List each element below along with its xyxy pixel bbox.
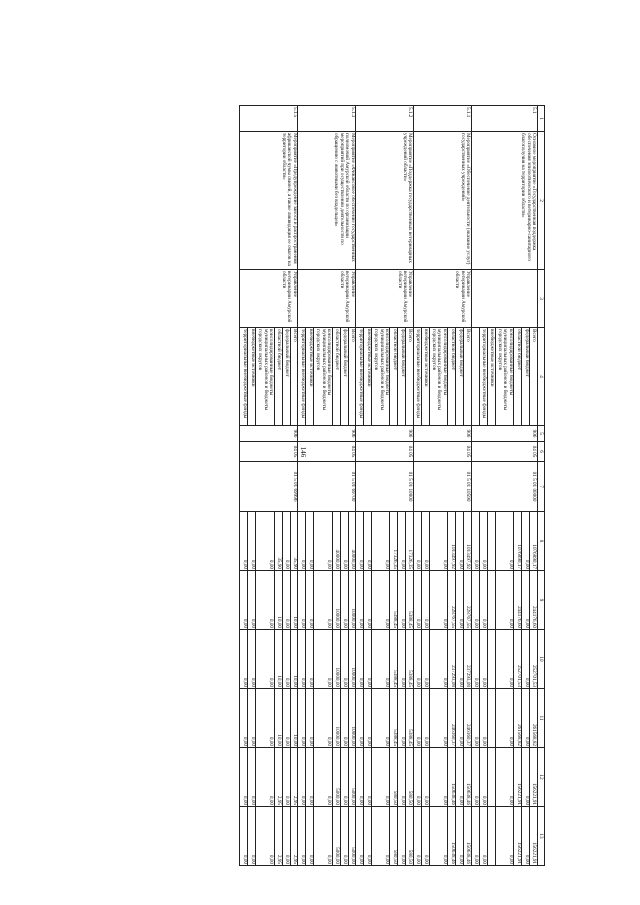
funding-source: консолидированные бюджеты муниципальных районов и бюджеты городских округов [256, 328, 274, 426]
amount-cell: 2,95 [274, 748, 282, 807]
amount-cell: 0,00 [421, 571, 429, 630]
funding-source: Всего [406, 328, 413, 426]
amount-cell: 246160,37 [448, 689, 456, 748]
amount-cell [487, 748, 495, 807]
amount-cell: 156221,91 [514, 807, 522, 866]
amount-cell: 0,00 [522, 748, 530, 807]
amount-cell: 0,00 [413, 630, 421, 689]
amount-cell: 0,00 [471, 748, 479, 807]
header-cell: 2 [537, 132, 544, 270]
amount-cell: 252701,53 [530, 630, 537, 689]
amount-cell: 580,50 [390, 807, 398, 866]
funding-source: областной бюджет [514, 328, 522, 426]
amount-cell: 0,00 [479, 571, 487, 630]
amount-cell: 0,00 [495, 748, 513, 807]
amount-cell: 0,00 [248, 807, 256, 866]
amount-cell: 0,00 [340, 807, 348, 866]
amount-cell: 0,00 [282, 630, 290, 689]
amount-cell: 228767,55 [464, 571, 471, 630]
amount-cell: 5000,00 [348, 748, 355, 807]
amount-cell: 1076890,17 [530, 512, 537, 571]
amount-cell: 0,00 [495, 807, 513, 866]
amount-cell: 0,00 [364, 571, 372, 630]
grbs-code: 906 [240, 426, 298, 442]
amount-cell: 0,00 [314, 748, 332, 807]
funding-source: федеральный бюджет [522, 328, 530, 426]
amount-cell: 0,00 [522, 689, 530, 748]
amount-cell: 0,00 [364, 807, 372, 866]
amount-cell: 150638,46 [448, 807, 456, 866]
measure-name: Мероприятие «Предупреждение заноса и распространения африканской чумы свиней, а также ликвидация ее очагов на территории области» [240, 132, 298, 270]
amount-cell: 0,00 [298, 689, 306, 748]
amount-cell: 0,00 [456, 630, 464, 689]
amount-cell [487, 807, 495, 866]
amount-cell: 0,00 [372, 689, 390, 748]
amount-cell: 10000,00 [348, 630, 355, 689]
amount-cell: 0,00 [248, 630, 256, 689]
amount-cell: 0,00 [372, 512, 390, 571]
amount-cell: 35,90 [290, 512, 297, 571]
amount-cell: 10,00 [290, 571, 297, 630]
amount-cell: 0,00 [356, 571, 364, 630]
amount-cell: 0,00 [282, 512, 290, 571]
amount-cell [487, 689, 495, 748]
amount-cell: 0,00 [298, 571, 306, 630]
amount-cell: 0,00 [356, 630, 364, 689]
funding-source: внебюджетные источники [364, 328, 372, 426]
amount-cell: 40000,00 [348, 512, 355, 571]
funding-source: внебюджетные источники [306, 328, 314, 426]
measure-name: Мероприятие «Поддержка государственных ветеринарных учреждений области» [356, 132, 414, 270]
amount-cell: 0,00 [421, 807, 429, 866]
amount-cell: 0,00 [356, 512, 364, 571]
amount-cell: 0,00 [364, 689, 372, 748]
amount-cell: 0,00 [495, 571, 513, 630]
amount-cell: 580,50 [406, 748, 413, 807]
amount-cell: 0,00 [248, 512, 256, 571]
amount-cell: 0,00 [340, 630, 348, 689]
amount-cell: 0,00 [306, 689, 314, 748]
amount-cell: 0,00 [522, 807, 530, 866]
amount-cell: 0,00 [398, 630, 406, 689]
amount-cell: 0,00 [248, 689, 256, 748]
amount-cell: 0,00 [413, 807, 421, 866]
amount-cell: 0,00 [421, 512, 429, 571]
amount-cell: 10,00 [274, 689, 282, 748]
amount-cell: 1013497,92 [464, 512, 471, 571]
amount-cell: 0,00 [456, 748, 464, 807]
executor-name [471, 270, 537, 328]
amount-cell: 5000,00 [348, 807, 355, 866]
measure-name: Основное мероприятие «Государственная поддержка обеспечения эпизоотического и ветеринарно-санитарного благополучия на территории области» [471, 132, 537, 270]
amount-cell: 0,00 [314, 571, 332, 630]
amount-cell: 10,00 [290, 630, 297, 689]
amount-cell: 261568,82 [514, 689, 522, 748]
amount-cell: 0,00 [248, 748, 256, 807]
amount-cell: 0,00 [429, 571, 447, 630]
section-code: 04 05 [471, 442, 537, 462]
row-number: 5.1.5 [240, 106, 298, 132]
header-cell: 1 [537, 106, 544, 132]
amount-cell: 244176,60 [530, 571, 537, 630]
amount-cell: 10000,00 [332, 571, 340, 630]
amount-cell: 0,00 [413, 512, 421, 571]
amount-cell: 0,00 [471, 689, 479, 748]
amount-cell: 5388,45 [406, 689, 413, 748]
funding-source [471, 328, 479, 426]
amount-cell: 0,00 [471, 630, 479, 689]
amount-cell: 0,00 [372, 571, 390, 630]
funding-source: областной бюджет [332, 328, 340, 426]
amount-cell: 0,00 [240, 689, 248, 748]
amount-cell: 1013497,92 [448, 512, 456, 571]
amount-cell: 580,50 [406, 807, 413, 866]
amount-cell: 17326,35 [390, 512, 398, 571]
table-row [406, 106, 413, 866]
amount-cell: 10000,00 [332, 630, 340, 689]
amount-cell: 150638,46 [448, 748, 456, 807]
amount-cell: 0,00 [522, 571, 530, 630]
amount-cell: 228767,55 [448, 571, 456, 630]
amount-cell: 0,00 [429, 807, 447, 866]
amount-cell [487, 512, 495, 571]
amount-cell: 0,00 [364, 512, 372, 571]
amount-cell: 0,00 [429, 748, 447, 807]
amount-cell: 0,00 [479, 630, 487, 689]
amount-cell: 0,00 [298, 512, 306, 571]
amount-cell: 10,00 [274, 630, 282, 689]
header-cell: 4 [537, 328, 544, 426]
table-row [348, 106, 355, 866]
amount-cell: 244176,60 [514, 571, 522, 630]
budget-table [239, 105, 545, 866]
funding-source: Всего [464, 328, 471, 426]
funding-source: консолидированные бюджеты муниципальных районов и бюджеты городских округов [495, 328, 513, 426]
amount-cell: 2,95 [290, 807, 297, 866]
amount-cell: 0,00 [298, 630, 306, 689]
amount-cell: 0,00 [456, 689, 464, 748]
amount-cell: 0,00 [456, 807, 464, 866]
target-article-code: 01 5 01 69996 [240, 462, 298, 512]
section-code: 04 05 [413, 442, 471, 462]
amount-cell: 0,00 [356, 807, 364, 866]
table-row [464, 106, 471, 866]
amount-cell: 0,00 [372, 748, 390, 807]
amount-cell: 0,00 [398, 512, 406, 571]
amount-cell: 0,00 [248, 571, 256, 630]
amount-cell: 0,00 [421, 689, 429, 748]
funding-source: областной бюджет [448, 328, 456, 426]
amount-cell [487, 630, 495, 689]
funding-source: территориальные внебюджетные фонды [413, 328, 421, 426]
amount-cell: 0,00 [298, 748, 306, 807]
amount-cell: 0,00 [314, 512, 332, 571]
amount-cell: 150638,46 [464, 748, 471, 807]
amount-cell: 0,00 [372, 630, 390, 689]
rotated-sheet [135, 105, 545, 865]
funding-source: Всего [530, 328, 537, 426]
amount-cell: 261568,82 [530, 689, 537, 748]
amount-cell [487, 571, 495, 630]
amount-cell: 0,00 [306, 512, 314, 571]
amount-cell: 0,00 [456, 512, 464, 571]
amount-cell: 0,00 [429, 689, 447, 748]
amount-cell: 0,00 [522, 512, 530, 571]
executor-name: Управление ветеринарии Амурской области [413, 270, 471, 328]
amount-cell: 0,00 [306, 807, 314, 866]
amount-cell: 0,00 [479, 689, 487, 748]
funding-source: территориальные внебюджетные фонды [298, 328, 306, 426]
header-cell: 3 [537, 270, 544, 328]
amount-cell: 0,00 [282, 807, 290, 866]
executor-name: Управление ветеринарии Амурской области [240, 270, 298, 328]
amount-cell: 0,00 [256, 571, 274, 630]
amount-cell: 0,00 [306, 571, 314, 630]
section-code: 04 05 [356, 442, 414, 462]
amount-cell: 0,00 [282, 748, 290, 807]
amount-cell: 17326,35 [406, 512, 413, 571]
amount-cell: 5388,45 [390, 630, 398, 689]
amount-cell: 0,00 [421, 630, 429, 689]
amount-cell: 0,00 [495, 630, 513, 689]
target-article-code: 01 5 01 10590 [413, 462, 471, 512]
amount-cell: 0,00 [479, 512, 487, 571]
amount-cell: 2,95 [274, 807, 282, 866]
amount-cell: 0,00 [522, 630, 530, 689]
amount-cell: 0,00 [364, 630, 372, 689]
grbs-code: 906 [471, 426, 537, 442]
amount-cell: 0,00 [282, 571, 290, 630]
amount-cell: 0,00 [372, 807, 390, 866]
amount-cell: 0,00 [240, 748, 248, 807]
amount-cell: 10000,00 [348, 689, 355, 748]
amount-cell: 0,00 [240, 807, 248, 866]
header-cell: 5 [537, 426, 544, 442]
amount-cell: 0,00 [456, 571, 464, 630]
target-article-code: 01 5 01 10800 [356, 462, 414, 512]
row-number: 5.1.2 [356, 106, 414, 132]
funding-source: территориальные внебюджетные фонды [240, 328, 248, 426]
header-cell: 9 [537, 571, 544, 630]
row-number: 5.1 [471, 106, 537, 132]
funding-source: консолидированные бюджеты муниципальных районов и бюджеты городских округов [314, 328, 332, 426]
amount-cell: 0,00 [340, 512, 348, 571]
funding-source: внебюджетные источники [487, 328, 495, 426]
funding-source: территориальные внебюджетные фонды [356, 328, 364, 426]
amount-cell: 5388,45 [390, 571, 398, 630]
header-row [537, 106, 544, 866]
amount-cell: 2,95 [290, 748, 297, 807]
section-code: 04 05 [240, 442, 298, 462]
amount-cell: 40000,00 [332, 512, 340, 571]
funding-source: внебюджетные источники [248, 328, 256, 426]
amount-cell: 0,00 [256, 807, 274, 866]
amount-cell: 0,00 [340, 689, 348, 748]
row-number: 5.1.1 [413, 106, 471, 132]
amount-cell: 246160,37 [464, 689, 471, 748]
table-row [530, 106, 537, 866]
amount-cell: 0,00 [356, 689, 364, 748]
page-number: 146 [299, 446, 307, 458]
amount-cell: 0,00 [471, 807, 479, 866]
funding-source: территориальные внебюджетные фонды [479, 328, 487, 426]
amount-cell: 10,00 [290, 689, 297, 748]
amount-cell: 0,00 [471, 512, 479, 571]
funding-source: областной бюджет [274, 328, 282, 426]
amount-cell: 1076890,17 [514, 512, 522, 571]
amount-cell: 0,00 [413, 689, 421, 748]
amount-cell: 0,00 [256, 748, 274, 807]
amount-cell: 252701,53 [514, 630, 522, 689]
amount-cell: 0,00 [306, 748, 314, 807]
amount-cell: 0,00 [340, 748, 348, 807]
amount-cell: 0,00 [471, 571, 479, 630]
amount-cell: 237293,08 [464, 630, 471, 689]
amount-cell: 0,00 [356, 748, 364, 807]
amount-cell: 5000,00 [332, 807, 340, 866]
amount-cell: 0,00 [314, 689, 332, 748]
header-cell: 12 [537, 748, 544, 807]
amount-cell: 0,00 [429, 630, 447, 689]
header-cell: 8 [537, 512, 544, 571]
amount-cell: 0,00 [240, 571, 248, 630]
amount-cell: 0,00 [340, 571, 348, 630]
funding-source: федеральный бюджет [398, 328, 406, 426]
amount-cell: 156221,91 [530, 748, 537, 807]
amount-cell: 0,00 [314, 807, 332, 866]
executor-name: Управление ветеринарии Амурской области [356, 270, 414, 328]
amount-cell: 0,00 [398, 571, 406, 630]
amount-cell: 0,00 [306, 630, 314, 689]
measure-name: Мероприятие «Финансовое обеспечение государственных полномочий Амурской области по организации мероприятий при осуществлении деятельности по обращению с животными без владельцев» [298, 132, 356, 270]
section-code: 04 05 [298, 442, 356, 462]
amount-cell: 0,00 [240, 630, 248, 689]
amount-cell: 0,00 [256, 689, 274, 748]
amount-cell: 0,00 [413, 748, 421, 807]
table-row [290, 106, 297, 866]
amount-cell: 10,00 [274, 571, 282, 630]
amount-cell: 35,90 [274, 512, 282, 571]
header-cell: 6 [537, 442, 544, 462]
grbs-code: 906 [298, 426, 356, 442]
grbs-code: 906 [356, 426, 414, 442]
row-number: 5.1.3 [298, 106, 356, 132]
funding-source: федеральный бюджет [340, 328, 348, 426]
grbs-code: 906 [413, 426, 471, 442]
header-cell: 13 [537, 807, 544, 866]
target-article-code: 01 5 01 00000 [471, 462, 537, 512]
amount-cell: 0,00 [413, 571, 421, 630]
table-body [240, 106, 537, 866]
amount-cell: 5388,45 [406, 571, 413, 630]
target-article-code: 01 5 01 69700 [298, 462, 356, 512]
funding-source: Всего [290, 328, 297, 426]
amount-cell: 0,00 [495, 512, 513, 571]
amount-cell: 0,00 [364, 748, 372, 807]
amount-cell: 0,00 [495, 689, 513, 748]
amount-cell: 0,00 [479, 807, 487, 866]
funding-source: Всего [348, 328, 355, 426]
amount-cell: 0,00 [398, 689, 406, 748]
amount-cell: 5000,00 [332, 748, 340, 807]
amount-cell: 0,00 [282, 689, 290, 748]
amount-cell: 0,00 [429, 512, 447, 571]
amount-cell: 10000,00 [332, 689, 340, 748]
amount-cell: 5388,45 [406, 630, 413, 689]
header-cell: 7 [537, 462, 544, 512]
amount-cell: 0,00 [398, 807, 406, 866]
funding-source: консолидированные бюджеты муниципальных районов и бюджеты городских округов [429, 328, 447, 426]
amount-cell: 237293,08 [448, 630, 456, 689]
funding-source: федеральный бюджет [282, 328, 290, 426]
amount-cell: 0,00 [479, 748, 487, 807]
amount-cell: 0,00 [314, 630, 332, 689]
amount-cell: 0,00 [398, 748, 406, 807]
amount-cell: 0,00 [240, 512, 248, 571]
measure-name: Мероприятие «Обеспечение деятельности (оказание услуг) государственных учреждений» [413, 132, 471, 270]
executor-name: Управление ветеринарии Амурской области [298, 270, 356, 328]
header-cell: 11 [537, 689, 544, 748]
amount-cell: 0,00 [298, 807, 306, 866]
amount-cell: 580,50 [390, 748, 398, 807]
amount-cell: 10000,00 [348, 571, 355, 630]
amount-cell: 0,00 [256, 512, 274, 571]
funding-source: федеральный бюджет [456, 328, 464, 426]
header-cell: 10 [537, 630, 544, 689]
amount-cell: 156221,91 [514, 748, 522, 807]
amount-cell: 150638,46 [464, 807, 471, 866]
amount-cell: 156221,91 [530, 807, 537, 866]
funding-source: консолидированные бюджеты муниципальных районов и бюджеты городских округов [372, 328, 390, 426]
amount-cell: 0,00 [256, 630, 274, 689]
funding-source: областной бюджет [390, 328, 398, 426]
amount-cell: 5388,45 [390, 689, 398, 748]
amount-cell: 0,00 [421, 748, 429, 807]
funding-source: внебюджетные источники [421, 328, 429, 426]
